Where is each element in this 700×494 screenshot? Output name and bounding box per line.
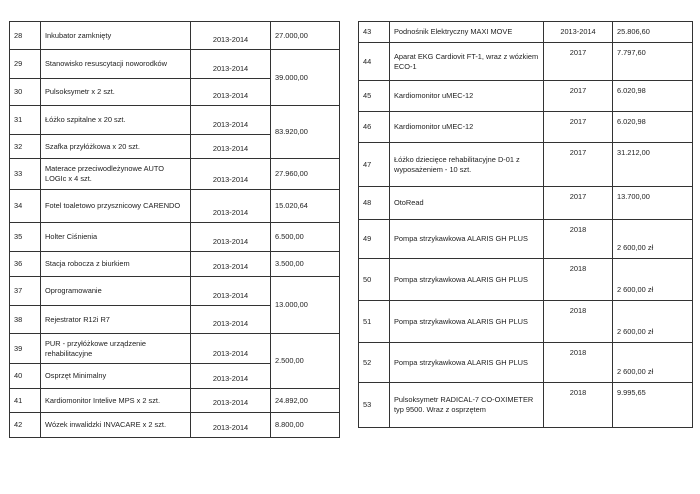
year-cell: 2013-2014	[191, 159, 271, 190]
row-number: 52	[359, 343, 390, 383]
equipment-name: Szafka przyłóżkowa x 20 szt.	[41, 135, 191, 159]
row-number: 39	[10, 334, 41, 364]
equipment-table-left	[9, 21, 340, 438]
equipment-name: Stanowisko resuscytacji noworodków	[41, 50, 191, 79]
equipment-name: Stacja robocza z biurkiem	[41, 252, 191, 277]
equipment-name: Holter Ciśnienia	[41, 223, 191, 252]
row-number: 32	[10, 135, 41, 159]
equipment-name: Rejestrator R12i R7	[41, 306, 191, 334]
year-cell: 2018	[544, 343, 613, 383]
value-cell: 3.500,00	[271, 252, 340, 277]
year-cell: 2013-2014	[191, 413, 271, 438]
table-row	[359, 301, 693, 343]
equipment-name: Oprogramowanie	[41, 277, 191, 306]
year-cell: 2017	[544, 143, 613, 187]
year-cell: 2013-2014	[191, 223, 271, 252]
value-cell: 6.500,00	[271, 223, 340, 252]
equipment-name: Osprzęt Minimalny	[41, 364, 191, 389]
row-number: 29	[10, 50, 41, 79]
year-cell: 2013-2014	[191, 135, 271, 159]
equipment-name: Kardiomonitor Intelive MPS x 2 szt.	[41, 389, 191, 413]
year-cell: 2018	[544, 220, 613, 259]
equipment-name: Fotel toaletowo przysznicowy CARENDO	[41, 190, 191, 223]
equipment-name: Pulsoksymetr RADICAL-7 CO-OXIMETER typ 9500. Wraz z osprzętem	[390, 383, 544, 428]
year-cell: 2013-2014	[191, 389, 271, 413]
row-number: 28	[10, 22, 41, 50]
equipment-name: OtoRead	[390, 187, 544, 220]
value-cell: 2 600,00 zł	[613, 259, 693, 301]
table-row	[10, 277, 340, 306]
row-number: 48	[359, 187, 390, 220]
table-row	[359, 22, 693, 43]
equipment-name: Podnośnik Elektryczny MAXI MOVE	[390, 22, 544, 43]
equipment-name: Pompa strzykawkowa ALARIS GH PLUS	[390, 259, 544, 301]
table-row	[359, 187, 693, 220]
value-cell: 83.920,00	[271, 106, 340, 159]
value-cell: 15.020,64	[271, 190, 340, 223]
table-row	[359, 383, 693, 428]
table-row	[10, 334, 340, 364]
year-cell: 2013-2014	[191, 306, 271, 334]
equipment-name: PUR - przyłóżkowe urządzenie rehabilitacyjne	[41, 334, 191, 364]
equipment-table-right	[358, 21, 693, 428]
value-cell: 31.212,00	[613, 143, 693, 187]
equipment-name: Łóżko dziecięce rehabilitacyjne D-01 z wyposażeniem - 10 szt.	[390, 143, 544, 187]
table-row	[359, 220, 693, 259]
row-number: 30	[10, 79, 41, 106]
year-cell: 2013-2014	[191, 22, 271, 50]
year-cell: 2018	[544, 259, 613, 301]
row-number: 36	[10, 252, 41, 277]
row-number: 51	[359, 301, 390, 343]
equipment-name: Wózek inwalidzki INVACARE x 2 szt.	[41, 413, 191, 438]
equipment-name: Inkubator zamknięty	[41, 22, 191, 50]
row-number: 46	[359, 112, 390, 143]
table-row	[359, 43, 693, 81]
row-number: 34	[10, 190, 41, 223]
row-number: 47	[359, 143, 390, 187]
year-cell: 2013-2014	[544, 22, 613, 43]
row-number: 35	[10, 223, 41, 252]
table-row	[10, 413, 340, 438]
row-number: 50	[359, 259, 390, 301]
row-number: 42	[10, 413, 41, 438]
year-cell: 2013-2014	[191, 252, 271, 277]
equipment-name: Kardiomonitor uMEC-12	[390, 112, 544, 143]
value-cell: 6.020,98	[613, 112, 693, 143]
row-number: 44	[359, 43, 390, 81]
row-number: 37	[10, 277, 41, 306]
year-cell: 2017	[544, 81, 613, 112]
value-cell: 2 600,00 zł	[613, 301, 693, 343]
year-cell: 2013-2014	[191, 79, 271, 106]
table-row	[10, 50, 340, 79]
table-row	[359, 112, 693, 143]
row-number: 45	[359, 81, 390, 112]
row-number: 53	[359, 383, 390, 428]
year-cell: 2013-2014	[191, 364, 271, 389]
table-row	[10, 252, 340, 277]
row-number: 40	[10, 364, 41, 389]
value-cell: 9.995,65	[613, 383, 693, 428]
year-cell: 2017	[544, 112, 613, 143]
row-number: 31	[10, 106, 41, 135]
year-cell: 2013-2014	[191, 277, 271, 306]
value-cell: 25.806,60	[613, 22, 693, 43]
table-row	[10, 106, 340, 135]
value-cell: 27.000,00	[271, 22, 340, 50]
year-cell: 2013-2014	[191, 50, 271, 79]
row-number: 33	[10, 159, 41, 190]
table-row	[10, 223, 340, 252]
value-cell: 7.797,60	[613, 43, 693, 81]
equipment-name: Pompa strzykawkowa ALARIS GH PLUS	[390, 301, 544, 343]
row-number: 49	[359, 220, 390, 259]
table-row	[10, 22, 340, 50]
value-cell: 2 600,00 zł	[613, 220, 693, 259]
year-cell: 2017	[544, 187, 613, 220]
year-cell: 2013-2014	[191, 334, 271, 364]
table-row	[10, 389, 340, 413]
equipment-name: Materace przeciwodleżynowe AUTO LOGIc x 4 szt.	[41, 159, 191, 190]
value-cell: 13.700,00	[613, 187, 693, 220]
value-cell: 2 600,00 zł	[613, 343, 693, 383]
equipment-name: Kardiomonitor uMEC-12	[390, 81, 544, 112]
value-cell: 2.500,00	[271, 334, 340, 389]
table-row	[359, 143, 693, 187]
value-cell: 27.960,00	[271, 159, 340, 190]
equipment-name: Pompa strzykawkowa ALARIS GH PLUS	[390, 220, 544, 259]
row-number: 41	[10, 389, 41, 413]
table-row	[10, 159, 340, 190]
year-cell: 2013-2014	[191, 106, 271, 135]
row-number: 43	[359, 22, 390, 43]
value-cell: 39.000,00	[271, 50, 340, 106]
year-cell: 2017	[544, 43, 613, 81]
equipment-name: Pompa strzykawkowa ALARIS GH PLUS	[390, 343, 544, 383]
value-cell: 6.020,98	[613, 81, 693, 112]
row-number: 38	[10, 306, 41, 334]
equipment-name: Pulsoksymetr x 2 szt.	[41, 79, 191, 106]
equipment-name: Łóżko szpitalne x 20 szt.	[41, 106, 191, 135]
year-cell: 2018	[544, 383, 613, 428]
table-row	[359, 81, 693, 112]
equipment-name: Aparat EKG Cardiovit FT-1, wraz z wózkiem ECO-1	[390, 43, 544, 81]
value-cell: 13.000,00	[271, 277, 340, 334]
value-cell: 24.892,00	[271, 389, 340, 413]
table-row	[359, 259, 693, 301]
year-cell: 2018	[544, 301, 613, 343]
value-cell: 8.800,00	[271, 413, 340, 438]
year-cell: 2013-2014	[191, 190, 271, 223]
table-row	[359, 343, 693, 383]
table-row	[10, 190, 340, 223]
